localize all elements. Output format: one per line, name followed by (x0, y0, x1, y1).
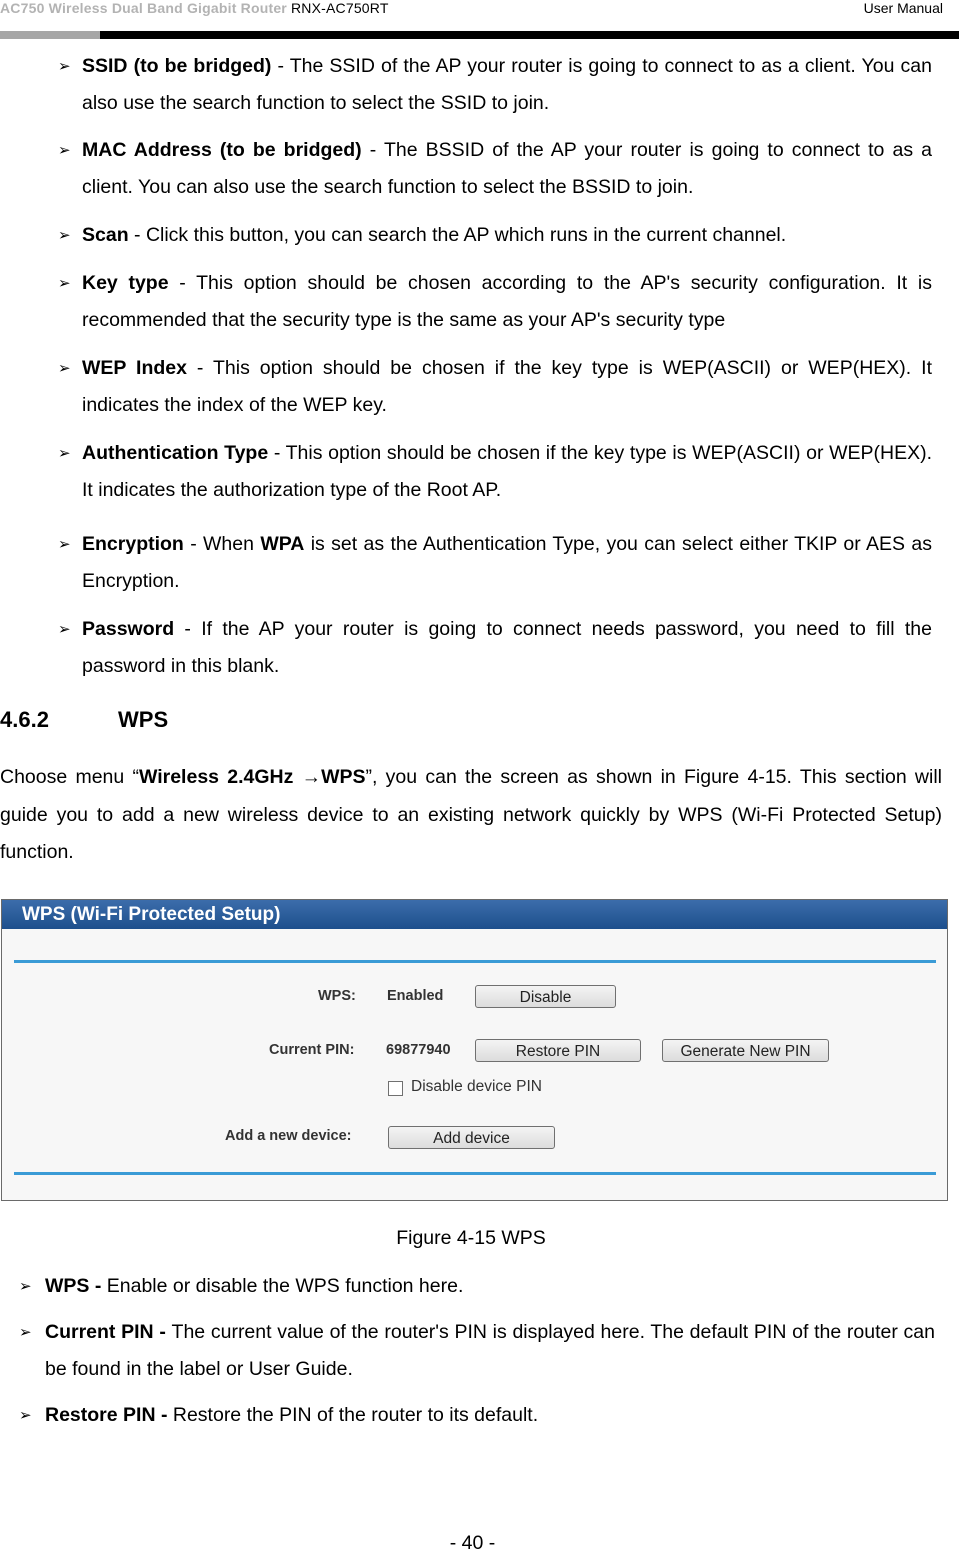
bullet-desc: is set as the Authentication Type, you can select either TKIP or AES as Encryption. (82, 533, 932, 592)
bullet-term: SSID (to be bridged) (82, 55, 272, 77)
intro-text: ”, you can the screen as shown in Figure 4-15. This section will guide you to add a new wireless device to an existing network quickly by WPS (Wi-Fi Protected Setup) function. (0, 766, 942, 863)
bullet-text (82, 526, 932, 600)
bullet-arrow-icon: ➢ (19, 1407, 32, 1424)
bullet-term: WPS - (45, 1275, 107, 1297)
bullet-desc: Restore the PIN of the router to its default. (172, 1404, 539, 1426)
bullet-restore-pin (19, 1397, 939, 1437)
bullet-term-inline: WPA (260, 533, 305, 555)
bullet-mac (58, 132, 938, 212)
bullet-desc: - This option should be chosen if the key type is WEP(ASCII) or WEP(HEX). It indicates the index of the WEP key. (82, 357, 932, 416)
menu-arrow-icon: → (293, 766, 322, 788)
bullet-desc: - The BSSID of the AP your router is going to connect to as a client. You can also use the search function to select the BSSID to join. (82, 139, 932, 198)
bullet-term: MAC Address (to be bridged) (82, 139, 362, 161)
bullet-desc: - If the AP your router is going to connect needs password, you need to fill the password in this blank. (82, 618, 932, 677)
bullet-text (82, 611, 932, 685)
bullet-desc: The current value of the router's PIN is displayed here. The default PIN of the router can be found in the label or User Guide. (45, 1321, 935, 1380)
intro-paragraph (0, 759, 942, 872)
bullet-key-type (58, 265, 938, 345)
bullet-arrow-icon: ➢ (58, 445, 71, 462)
bullet-arrow-icon: ➢ (58, 275, 71, 292)
add-device-button[interactable]: Add device (388, 1126, 555, 1149)
bullet-arrow-icon: ➢ (19, 1278, 32, 1295)
bullet-text (82, 265, 932, 339)
bullet-term: Authentication Type (82, 442, 269, 464)
bullet-desc: - This option should be chosen if the key type is WEP(ASCII) or WEP(HEX). It indicates the authorization type of the Root AP. (82, 442, 932, 501)
panel-divider-bottom (14, 1172, 936, 1175)
section-title: WPS (118, 707, 169, 732)
bullet-arrow-icon: ➢ (58, 621, 71, 638)
bullet-text (45, 1268, 935, 1305)
section-number: 4.6.2 (0, 707, 49, 732)
wps-panel-title: WPS (Wi-Fi Protected Setup) (2, 900, 947, 929)
bullet-wps (19, 1268, 939, 1308)
header-rule-accent (0, 31, 100, 39)
page-number: - 40 - (449, 1532, 496, 1554)
bullet-text (82, 435, 932, 509)
bullet-term: Current PIN - (45, 1321, 172, 1343)
bullet-arrow-icon: ➢ (58, 142, 71, 159)
header-model: RNX-AC750RT (290, 0, 389, 16)
bullet-term: Encryption (82, 533, 184, 555)
bullet-text (45, 1397, 935, 1434)
bullet-desc: - When (183, 533, 261, 555)
bullet-arrow-icon: ➢ (58, 227, 71, 244)
bullet-arrow-icon: ➢ (58, 58, 71, 75)
wps-label: WPS: (318, 988, 356, 1004)
bullet-term: Password (82, 618, 175, 640)
section-heading (0, 707, 168, 733)
current-pin-label: Current PIN: (269, 1042, 355, 1058)
disable-device-pin-checkbox[interactable] (388, 1081, 403, 1096)
wps-figure (1, 899, 948, 1201)
bullet-arrow-icon: ➢ (58, 536, 71, 553)
bullet-text (82, 217, 932, 254)
disable-button[interactable]: Disable (475, 985, 616, 1008)
restore-pin-button[interactable]: Restore PIN (475, 1039, 641, 1062)
bullet-desc: - Click this button, you can search the AP which runs in the current channel. (128, 224, 787, 246)
bullet-text (82, 132, 932, 206)
panel-divider-top (14, 960, 936, 963)
bullet-term: Key type (82, 272, 169, 294)
bullet-desc: Enable or disable the WPS function here. (106, 1275, 464, 1297)
bullet-password (58, 611, 938, 691)
bullet-scan (58, 217, 938, 257)
bullet-arrow-icon: ➢ (58, 360, 71, 377)
header-title (0, 0, 389, 16)
bullet-desc: - The SSID of the AP your router is going to connect to as a client. You can also use the search function to select the SSID to join. (82, 55, 932, 114)
intro-text: Choose menu “ (0, 766, 139, 788)
figure-caption: Figure 4-15 WPS (396, 1227, 546, 1249)
menu-path-wps: WPS (321, 766, 366, 788)
bullet-encryption (58, 526, 938, 606)
current-pin-value: 69877940 (386, 1042, 451, 1058)
bullet-term: Restore PIN - (45, 1404, 173, 1426)
bullet-desc: - This option should be chosen according to the AP's security configuration. It is recommended that the security type is the same as your AP's security type (82, 272, 932, 331)
disable-device-pin-label: Disable device PIN (411, 1078, 542, 1095)
bullet-term: Scan (82, 224, 129, 246)
add-device-label: Add a new device: (225, 1128, 352, 1144)
bullet-text (82, 350, 932, 424)
header-product-name: AC750 Wireless Dual Band Gigabit Router (0, 0, 287, 16)
bullet-wep-index (58, 350, 938, 430)
bullet-ssid (58, 48, 938, 128)
menu-path-wireless: Wireless 2.4GHz (138, 766, 294, 788)
wps-status: Enabled (387, 988, 444, 1004)
header-doc-type: User Manual (863, 0, 943, 16)
bullet-term: WEP Index (82, 357, 187, 379)
header-rule (0, 31, 959, 39)
bullet-text (45, 1314, 935, 1388)
bullet-text (82, 48, 932, 122)
bullet-current-pin (19, 1314, 939, 1394)
generate-new-pin-button[interactable]: Generate New PIN (662, 1039, 829, 1062)
bullet-auth-type (58, 435, 938, 515)
bullet-arrow-icon: ➢ (19, 1324, 32, 1341)
